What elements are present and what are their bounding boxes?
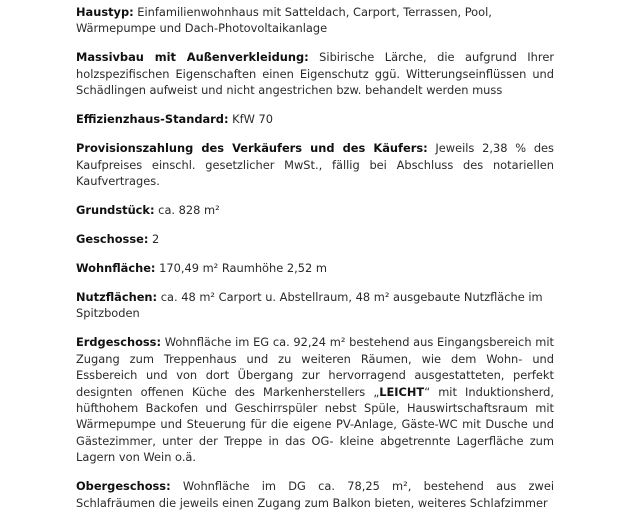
- label-wohnflaeche: Wohnfläche:: [76, 261, 156, 276]
- label-nutzflaechen: Nutzflächen:: [76, 290, 158, 305]
- property-description: [76, 4, 554, 524]
- paragraph-massivbau: [76, 49, 554, 98]
- label-grundstueck: Grundstück:: [76, 203, 155, 218]
- label-effizienzhaus: Effizienzhaus-Standard:: [76, 112, 229, 127]
- text-erdgeschoss-before: Wohnfläche im EG ca. 92,24 m² bestehend aus Eingangsbereich mit Zugang zum Treppenhaus und zu weiteren Räumen, wie dem Wohn- und Essbereich und von dort Übergang zur hervorragend ausgestatteten, perfekt designten offenen Küche des Markenherstellers „: [76, 335, 554, 399]
- text-nutzflaechen: ca. 48 m² Carport u. Abstellraum, 48 m² ausgebaute Nutzfläche im Spitzboden: [76, 290, 543, 321]
- paragraph-geschosse: [76, 231, 554, 247]
- label-obergeschoss: Obergeschoss:: [76, 479, 171, 494]
- text-haustyp: Einfamilienwohnhaus mit Satteldach, Carport, Terrassen, Pool, Wärmepumpe und Dach-Photovoltaikanlage: [76, 5, 492, 36]
- label-massivbau: Massivbau mit Außenverkleidung:: [76, 50, 309, 65]
- paragraph-haustyp: [76, 4, 554, 37]
- paragraph-wohnflaeche: [76, 260, 554, 276]
- text-massivbau: Sibirische Lärche, die aufgrund Ihrer holzspezifischen Eigenschaften einen Eigenschutz ggü. Witterungseinflüssen und Schädlingen aufweist und nicht angestrichen bzw. behandelt werden muss: [76, 50, 555, 98]
- brand-leicht: LEICHT: [379, 384, 425, 399]
- text-geschosse: 2: [148, 232, 160, 247]
- text-obergeschoss: Wohnfläche im DG ca. 78,25 m², bestehend aus zwei Schlafräumen die jeweils einen Zugang zum Balkon bieten, weiteres Schlafzimmer: [76, 479, 554, 510]
- label-haustyp: Haustyp:: [76, 5, 134, 19]
- text-provision: Jeweils 2,38 % des Kaufpreises einschl. gesetzlicher MwSt., fällig bei Abschluss des notariellen Kaufvertrages.: [76, 141, 554, 189]
- paragraph-effizienzhaus: [76, 111, 554, 127]
- paragraph-obergeschoss: [76, 478, 554, 511]
- label-geschosse: Geschosse:: [76, 232, 149, 247]
- paragraph-grundstueck: [76, 202, 554, 218]
- paragraph-erdgeschoss: [76, 334, 554, 465]
- text-effizienzhaus: KfW 70: [228, 112, 273, 127]
- paragraph-provision: [76, 140, 554, 189]
- text-erdgeschoss-after: “ mit Induktionsherd, hüfthohem Backofen und Geschirrspüler nebst Spüle, Hauswirtschaftsraum mit Wärmepumpe und Steuerung für die eigene PV-Anlage, Gäste-WC mit Dusche und Gästezimmer, unter der Treppe in das OG- kleine abgetrennte Lagerfläche zum Lagern von Wein o.ä.: [76, 384, 554, 465]
- paragraph-nutzflaechen: [76, 289, 554, 322]
- text-wohnflaeche: 170,49 m² Raumhöhe 2,52 m: [155, 261, 327, 276]
- label-provision: Provisionszahlung des Verkäufers und des Käufers:: [76, 141, 428, 156]
- text-grundstueck: ca. 828 m²: [154, 203, 220, 218]
- label-erdgeschoss: Erdgeschoss:: [76, 335, 162, 350]
